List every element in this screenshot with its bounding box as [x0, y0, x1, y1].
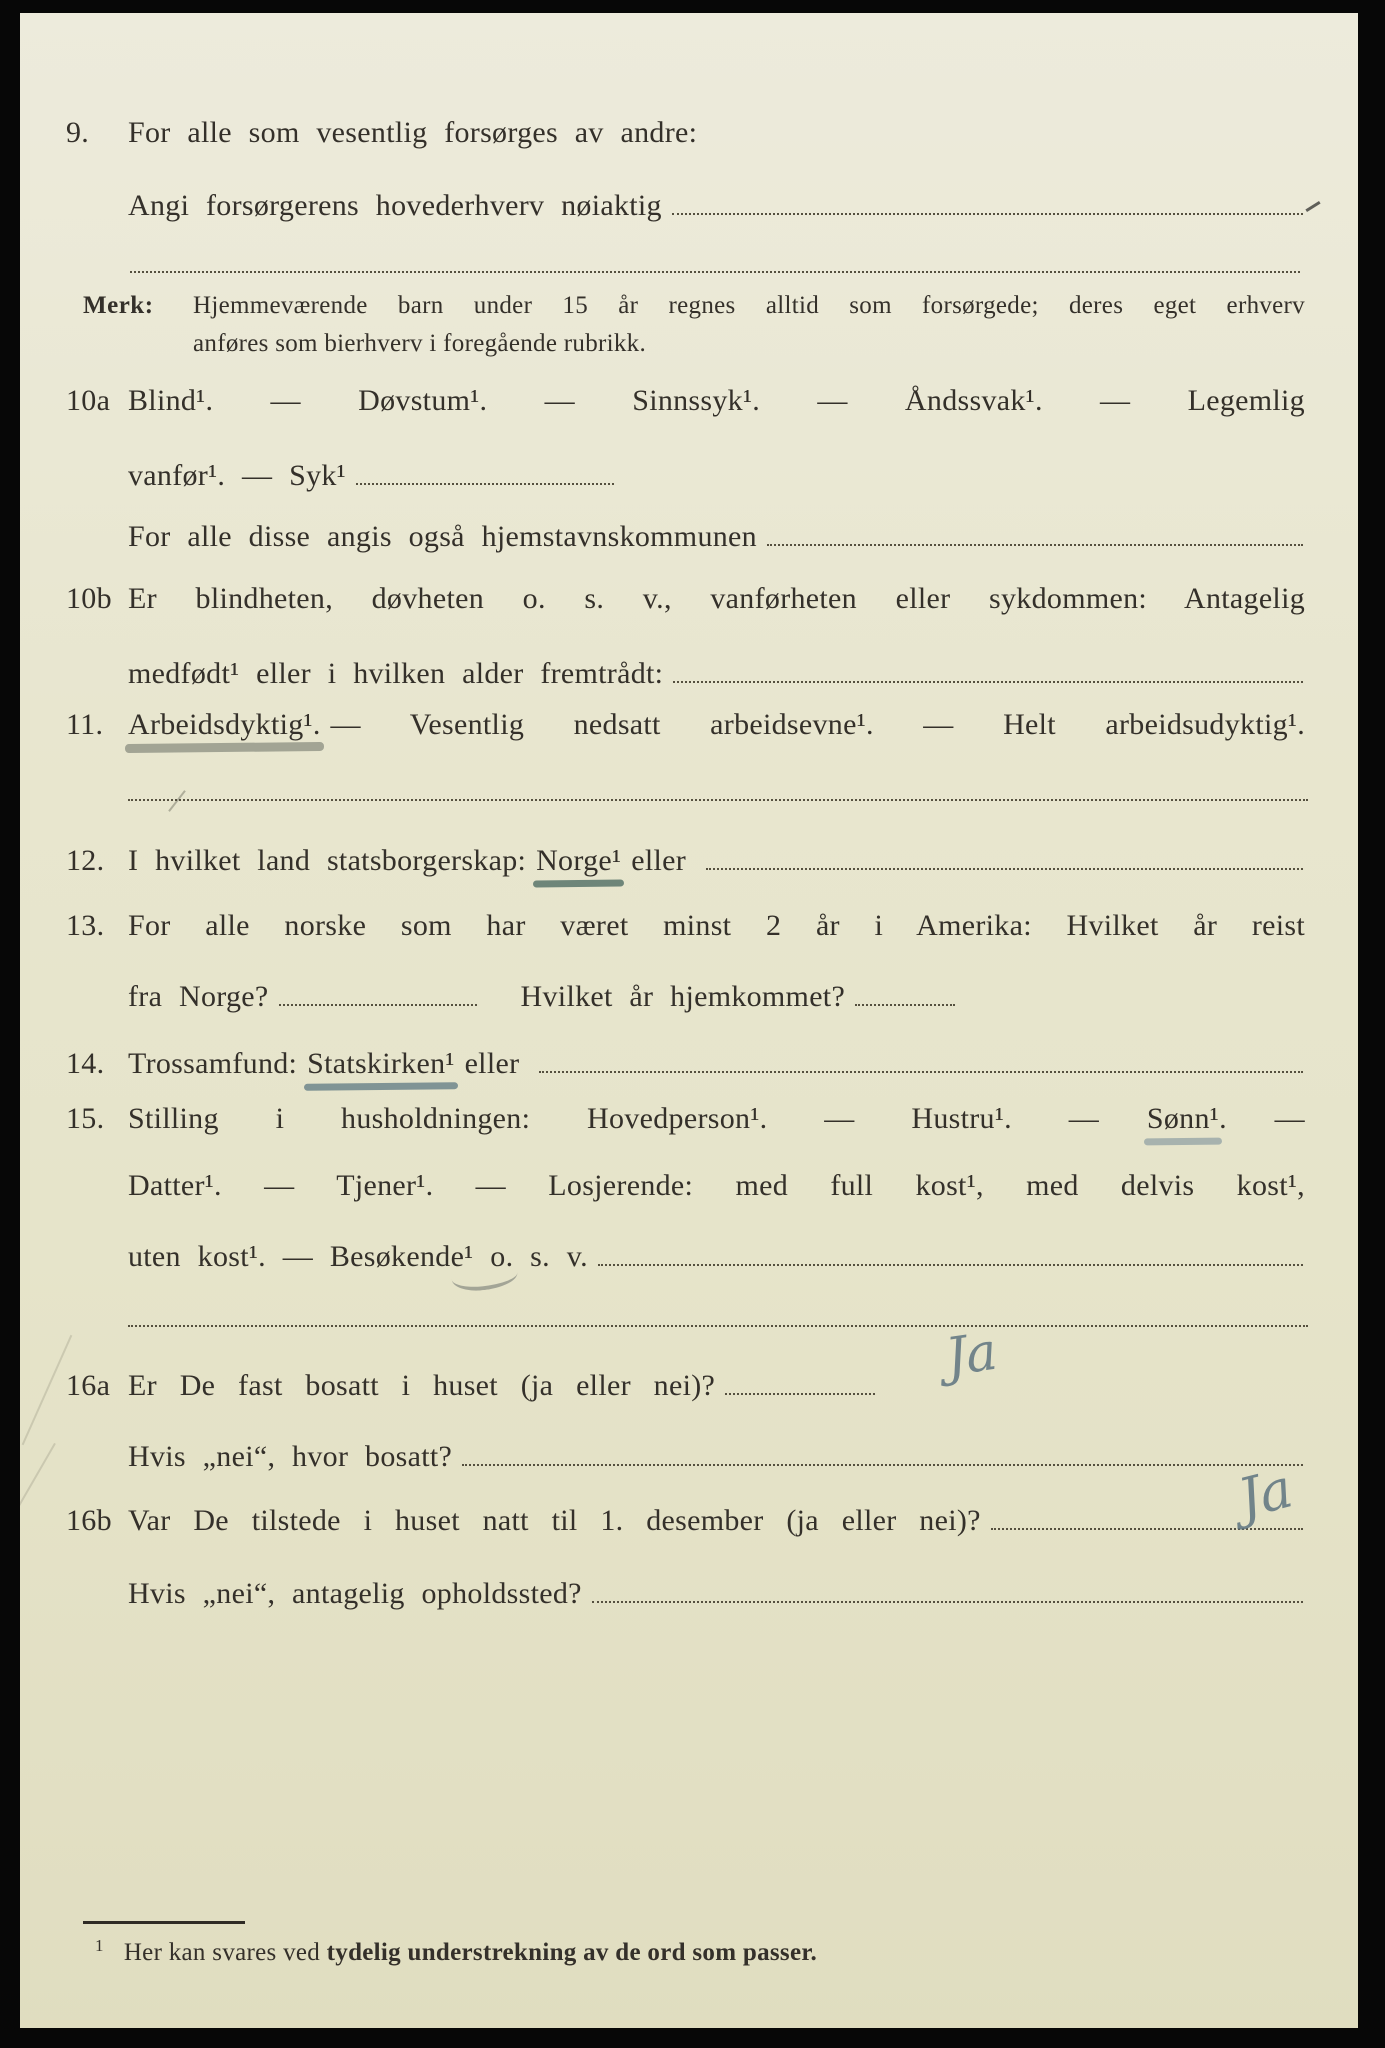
dotted-answer-line	[598, 1234, 1303, 1266]
question-text: I hvilket land statsborgerskap:	[128, 844, 527, 877]
footnote-marker: 1	[95, 1936, 104, 1955]
question-10a-note	[128, 514, 1305, 555]
dotted-divider	[130, 271, 1300, 273]
scan-border-bottom	[0, 2028, 1385, 2048]
dotted-answer-line	[725, 1363, 875, 1395]
question-number: 12.	[66, 844, 105, 877]
question-text: For alle norske som har været minst 2 år i Amerika: Hvilket år reist	[128, 909, 1305, 942]
question-text: vanfør¹. — Syk¹	[128, 459, 346, 492]
footnote-divider	[83, 1921, 245, 1924]
question-10a-continuation	[128, 453, 1305, 494]
question-text: eller	[464, 1047, 520, 1080]
question-12-row	[66, 838, 1305, 879]
question-number: 11.	[66, 708, 104, 741]
question-16a-row	[66, 1321, 1305, 1404]
question-text: Angi forsørgerens hovederhverv nøiaktig	[128, 189, 662, 222]
question-9-row	[66, 115, 1305, 151]
scan-border-top	[0, 0, 1385, 13]
footnote-row	[95, 1931, 1295, 1968]
question-13-continuation	[128, 974, 1305, 1015]
question-text: For alle som vesentlig forsørges av andre:	[128, 116, 698, 149]
merk-note-row	[83, 291, 1305, 321]
question-text: Hvis „nei“, hvor bosatt?	[128, 1440, 453, 1473]
question-15-row	[66, 1101, 1305, 1137]
question-text: Blind¹. — Døvstum¹. — Sinnssyk¹. — Åndssvak¹. — Legemlig	[128, 384, 1305, 417]
question-number: 16a	[66, 1369, 111, 1402]
question-9-answer-row	[128, 183, 1305, 224]
question-15-continuation	[128, 1234, 1305, 1275]
merk-text-line1: Hjemmeværende barn under 15 år regnes alltid som forsørgede; deres eget erhverv	[193, 292, 1305, 319]
question-text: eller	[631, 844, 686, 877]
question-text: Stilling i husholdningen: Hovedperson¹. — Hustru¹. —	[128, 1102, 1100, 1135]
question-16a-continuation	[128, 1434, 1305, 1475]
dotted-answer-line	[767, 514, 1303, 546]
question-number: 10a	[66, 384, 111, 417]
question-number: 14.	[66, 1047, 105, 1080]
pencil-stroke	[168, 790, 186, 812]
dotted-answer-line	[592, 1571, 1303, 1603]
scan-scratch	[14, 1443, 56, 1513]
scan-border-right	[1358, 0, 1385, 2048]
question-11-row	[66, 707, 1305, 743]
question-text: Var De tilstede i huset natt til 1. desember (ja eller nei)?	[128, 1504, 981, 1537]
merk-label: Merk:	[83, 292, 154, 319]
merk-note-row	[193, 329, 1303, 359]
question-text: For alle disse angis også hjemstavnskommunen	[128, 520, 757, 553]
question-15-continuation	[128, 1168, 1305, 1204]
pencil-underlined-word: Arbeidsdyktig¹.	[128, 708, 321, 741]
pencil-underlined-word: Norge¹	[536, 844, 622, 877]
question-text: Er De fast bosatt i huset (ja eller nei)?	[128, 1369, 716, 1402]
question-number: 10b	[66, 582, 112, 615]
question-text: uten kost¹. — Besøkende¹ o. s. v.	[128, 1240, 588, 1273]
question-10b-continuation	[128, 651, 1305, 692]
question-text: Er blindheten, døvheten o. s. v., vanførheten eller sykdommen: Antagelig	[128, 582, 1305, 615]
question-16b-continuation	[128, 1571, 1305, 1612]
pen-mark	[1305, 201, 1320, 212]
dotted-answer-line	[356, 453, 614, 485]
question-text: Hvis „nei“, antagelig opholdssted?	[128, 1577, 582, 1610]
question-10a-row	[66, 383, 1305, 419]
question-number: 16b	[66, 1504, 112, 1537]
dotted-divider	[128, 1325, 1308, 1327]
merk-text-line2: anføres som bierhverv i foregående rubrikk.	[193, 330, 647, 357]
question-10b-row	[66, 581, 1305, 617]
footnote-text: Her kan svares ved	[123, 1939, 327, 1966]
scan-border-left	[0, 0, 20, 2048]
question-text: . —	[1219, 1102, 1305, 1135]
footnote-text-bold: tydelig understrekning av de ord som passer.	[326, 1939, 817, 1966]
question-14-row	[66, 1041, 1305, 1082]
question-text: — Vesentlig nedsatt arbeidsevne¹. — Helt arbeidsudyktig¹.	[330, 708, 1305, 741]
question-text: Hvilket år hjemkommet?	[520, 980, 846, 1013]
question-number: 9.	[66, 116, 90, 149]
question-number: 13.	[66, 909, 105, 942]
dotted-answer-line	[855, 974, 955, 1006]
handwritten-answer-ja: Ja	[1232, 1456, 1298, 1531]
dotted-answer-line	[462, 1434, 1303, 1466]
dotted-divider	[128, 799, 1308, 801]
pencil-underlined-word: Sønn¹	[1146, 1102, 1220, 1135]
handwritten-answer-ja: Ja	[942, 1321, 1000, 1389]
dotted-answer-line	[279, 974, 477, 1006]
dotted-answer-line	[673, 651, 1303, 683]
question-13-row	[66, 908, 1305, 944]
dotted-answer-line	[539, 1041, 1303, 1073]
question-text: fra Norge?	[128, 980, 269, 1013]
dotted-answer-line	[706, 838, 1303, 870]
question-text: Trossamfund:	[128, 1047, 298, 1080]
scan-scratch	[22, 1335, 73, 1445]
question-text: Datter¹. — Tjener¹. — Losjerende: med full kost¹, med delvis kost¹,	[128, 1169, 1305, 1202]
dotted-answer-line	[672, 183, 1303, 215]
question-text: medfødt¹ eller i hvilken alder fremtrådt:	[128, 657, 664, 690]
question-number: 15.	[66, 1102, 105, 1135]
pencil-underlined-word: Statskirken¹	[307, 1047, 455, 1080]
